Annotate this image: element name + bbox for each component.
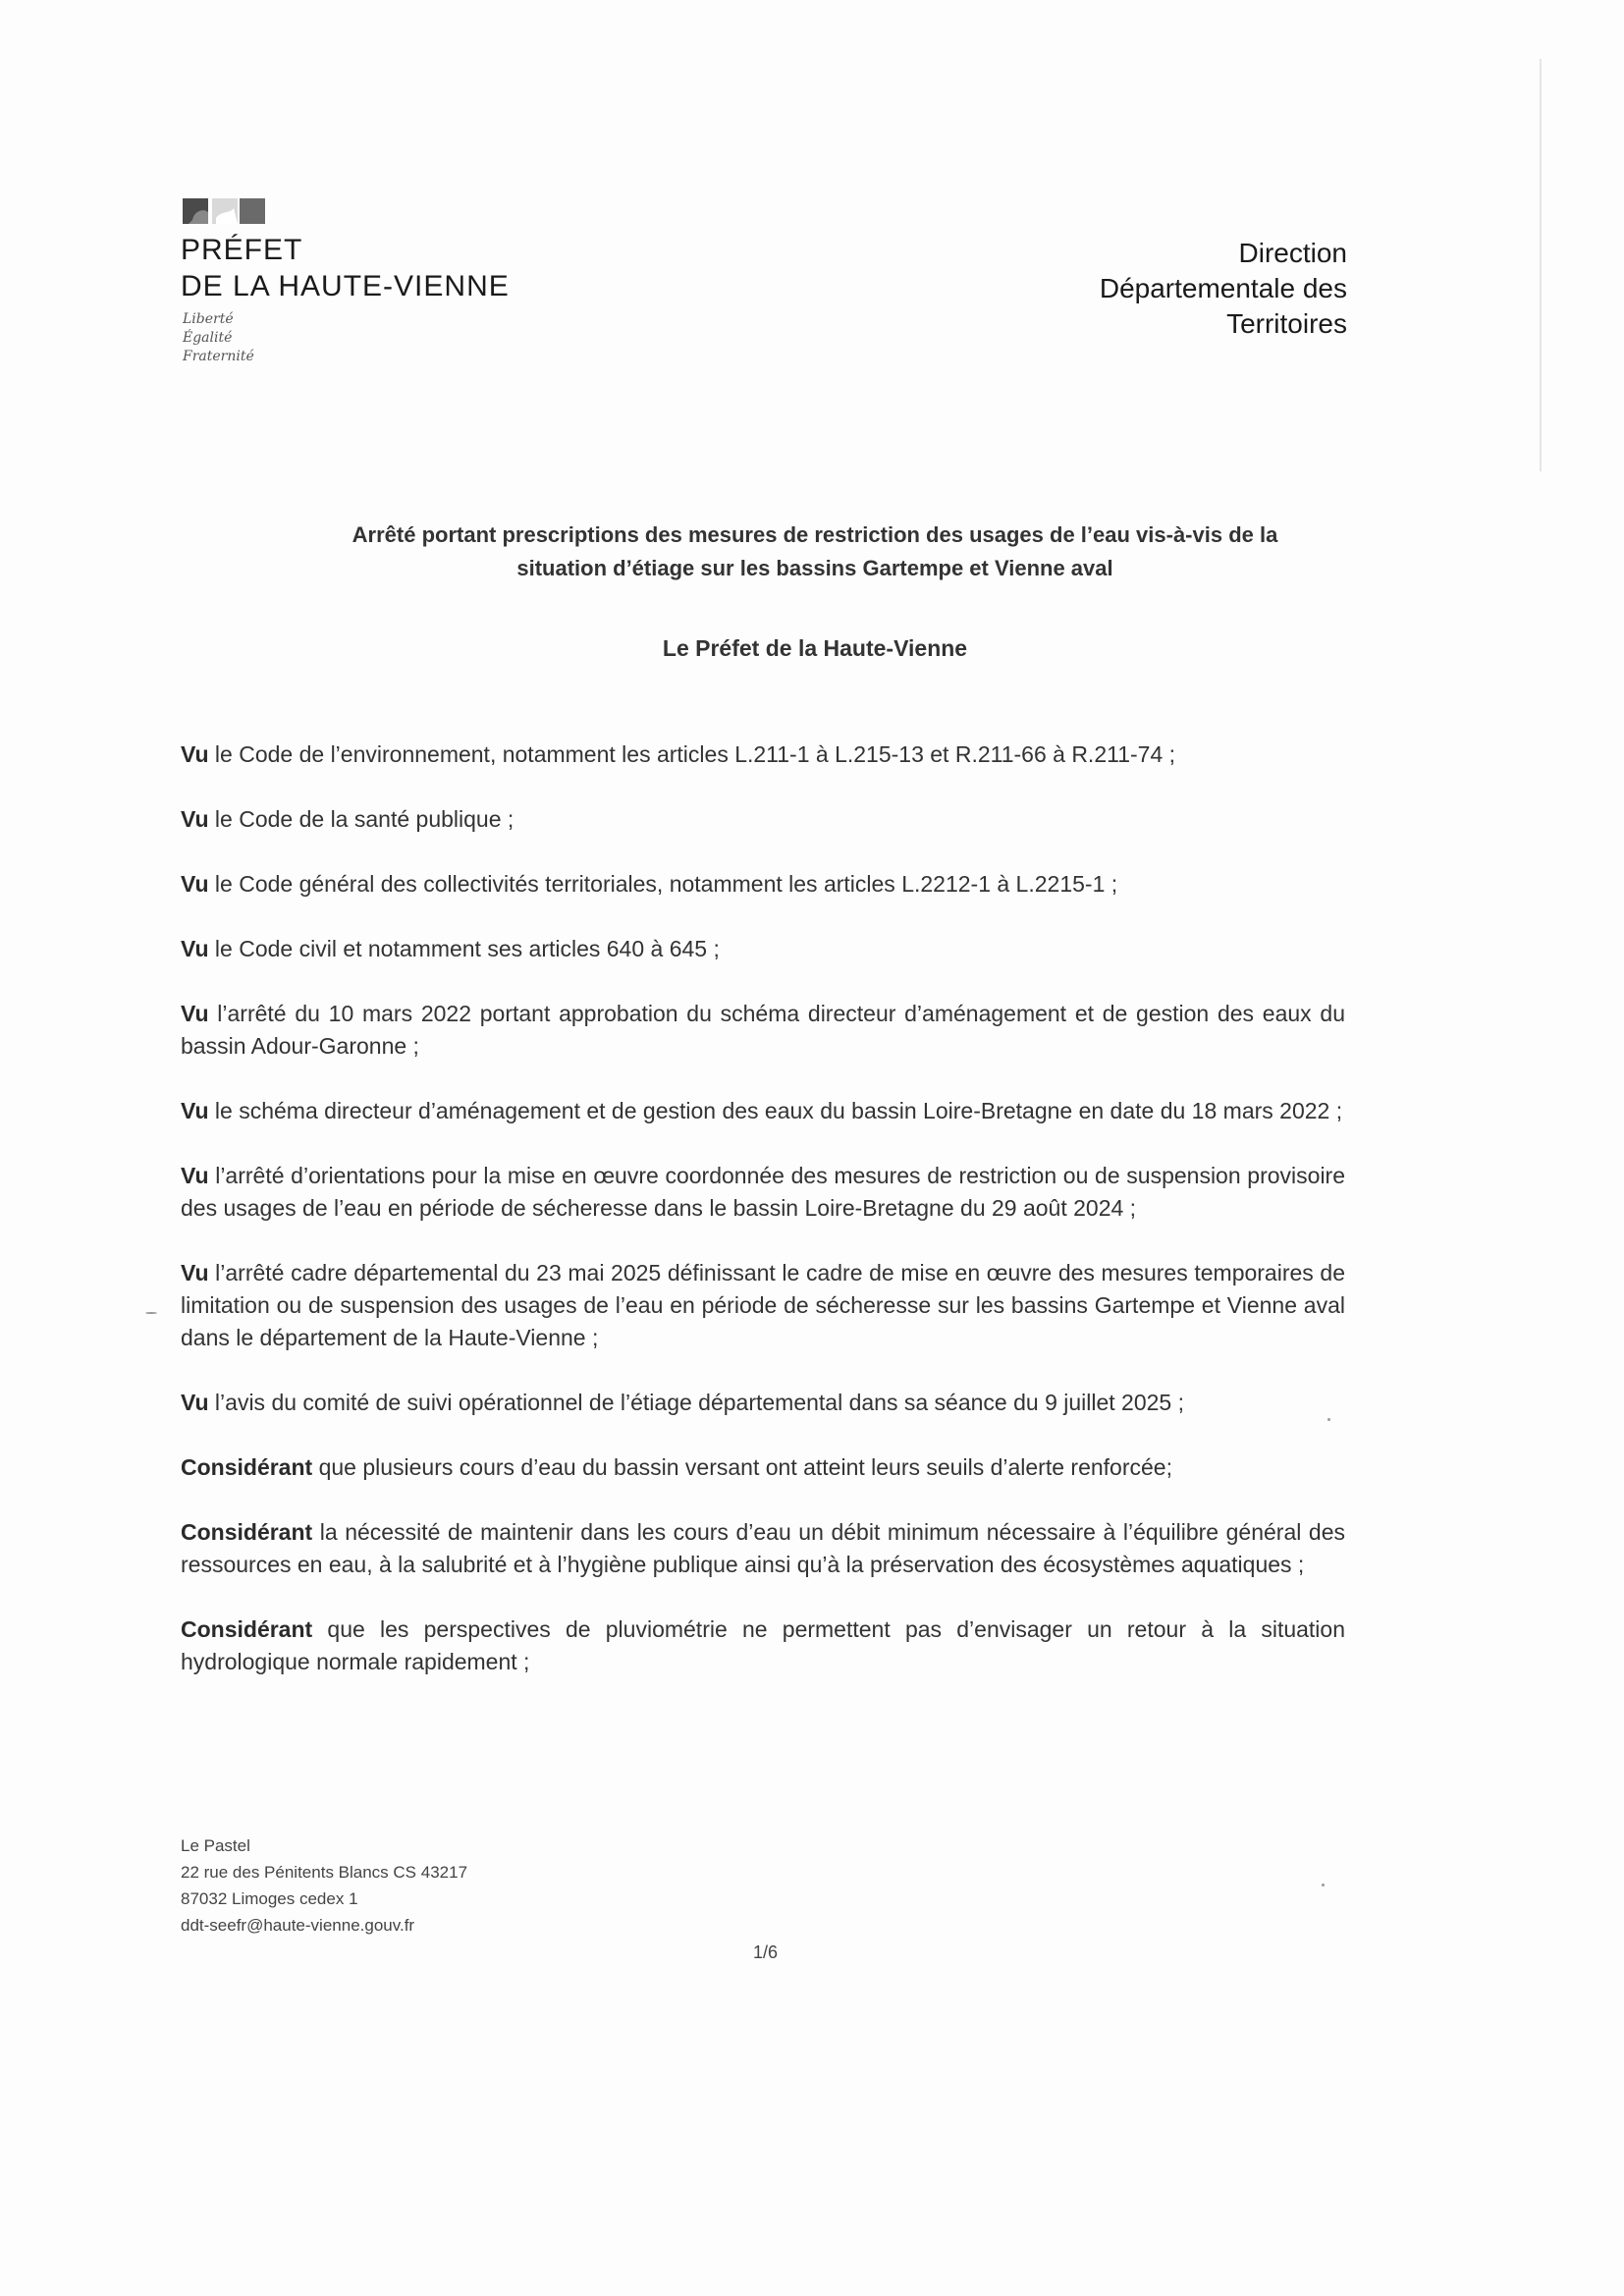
paragraph-lead: Considérant (181, 1616, 313, 1642)
paragraph-considerant-pluviometrie (181, 1613, 1345, 1678)
republic-motto (183, 310, 254, 366)
direction-line2: Départementale des (1099, 273, 1347, 303)
paragraph-text: l’arrêté d’orientations pour la mise en œuvre coordonnée des mesures de restriction ou de suspension provisoire des usages de l’eau en période de sécheresse dans le bassin Loire-Bretagne du 29 août 2024 ; (181, 1163, 1345, 1221)
scan-speck (145, 1312, 157, 1314)
paragraph-vu-code-civil (181, 933, 1345, 965)
paragraph-vu-code-environnement (181, 738, 1345, 771)
paragraph-text: le schéma directeur d’aménagement et de gestion des eaux du bassin Loire-Bretagne en date du 18 mars 2022 ; (208, 1098, 1343, 1123)
paragraph-text: la nécessité de maintenir dans les cours d’eau un débit minimum nécessaire à l’équilibre général des ressources en eau, à la salubrité et à l’hygiène publique ainsi qu’à la préservation des écosystèmes aquatiques ; (181, 1519, 1345, 1577)
paragraph-vu-code-collectivites (181, 868, 1345, 901)
motto-egalite: Égalité (183, 330, 233, 346)
address-city: 87032 Limoges cedex 1 (181, 1889, 358, 1908)
motto-liberte: Liberté (183, 311, 234, 327)
address-email: ddt-seefr@haute-vienne.gouv.fr (181, 1916, 415, 1935)
paragraph-vu-arrete-cadre (181, 1257, 1345, 1354)
paragraph-lead: Vu (181, 871, 209, 897)
paragraph-lead: Vu (181, 1260, 209, 1285)
document-body (181, 738, 1345, 1711)
paragraph-lead: Considérant (181, 1454, 313, 1480)
paragraph-lead: Vu (181, 1390, 209, 1415)
paragraph-lead: Vu (181, 741, 209, 767)
paragraph-text: le Code de l’environnement, notamment les articles L.211-1 à L.215-13 et R.211-66 à R.211-74 ; (208, 741, 1176, 767)
paragraph-text: que les perspectives de pluviométrie ne permettent pas d’envisager un retour à la situation hydrologique normale rapidement ; (181, 1616, 1345, 1674)
address-building: Le Pastel (181, 1836, 250, 1855)
document-title-line1: Arrêté portant prescriptions des mesures de restriction des usages de l’eau vis-à-vis de la (352, 522, 1278, 547)
paragraph-text: l’arrêté cadre départemental du 23 mai 2025 définissant le cadre de mise en œuvre des mesures temporaires de limitation ou de suspension des usages de l’eau en période de sécheresse sur les bassins Gartempe et Vienne aval dans le département de la Haute-Vienne ; (181, 1260, 1345, 1350)
paragraph-lead: Vu (181, 1001, 209, 1026)
prefet-heading: Le Préfet de la Haute-Vienne (662, 635, 968, 661)
paragraph-vu-arrete-orientations (181, 1160, 1345, 1225)
scan-speck (1540, 59, 1542, 471)
paragraph-lead: Vu (181, 1098, 209, 1123)
paragraph-vu-avis-comite (181, 1387, 1345, 1419)
paragraph-vu-arrete-adour-garonne (181, 998, 1345, 1063)
direction-line1: Direction (1238, 238, 1347, 268)
marianne-logo-icon (183, 196, 265, 226)
page-number: 1/6 (753, 1942, 779, 1962)
paragraph-considerant-seuils (181, 1451, 1345, 1484)
document-title-line2: situation d’étiage sur les bassins Gartempe et Vienne aval (516, 556, 1113, 580)
paragraph-lead: Considérant (181, 1519, 313, 1545)
direction-line3: Territoires (1226, 308, 1347, 339)
paragraph-text: l’arrêté du 10 mars 2022 portant approbation du schéma directeur d’aménagement et de gestion des eaux du bassin Adour-Garonne ; (181, 1001, 1345, 1059)
paragraph-lead: Vu (181, 936, 209, 961)
prefet-title (181, 232, 510, 304)
address-street: 22 rue des Pénitents Blancs CS 43217 (181, 1863, 468, 1882)
prefet-title-line1: PRÉFET (181, 234, 303, 266)
motto-fraternite: Fraternité (183, 349, 254, 364)
scan-speck (1322, 1884, 1325, 1886)
paragraph-text: le Code de la santé publique ; (208, 806, 514, 832)
paragraph-vu-sdage-loire-bretagne (181, 1095, 1345, 1127)
footer-address (181, 1832, 467, 1939)
direction-block (1100, 236, 1347, 342)
paragraph-lead: Vu (181, 806, 209, 832)
paragraph-lead: Vu (181, 1163, 209, 1188)
paragraph-vu-code-sante (181, 803, 1345, 836)
paragraph-text: le Code civil et notamment ses articles 640 à 645 ; (208, 936, 720, 961)
paragraph-text: le Code général des collectivités territoriales, notamment les articles L.2212-1 à L.2215-1 ; (208, 871, 1118, 897)
paragraph-text: que plusieurs cours d’eau du bassin versant ont atteint leurs seuils d’alerte renforcée; (312, 1454, 1172, 1480)
paragraph-text: l’avis du comité de suivi opérationnel de l’étiage départemental dans sa séance du 9 juillet 2025 ; (208, 1390, 1185, 1415)
document-title (285, 519, 1345, 585)
prefet-title-line2: DE LA HAUTE-VIENNE (181, 270, 510, 302)
paragraph-considerant-debit (181, 1516, 1345, 1581)
scan-speck (1327, 1418, 1330, 1421)
